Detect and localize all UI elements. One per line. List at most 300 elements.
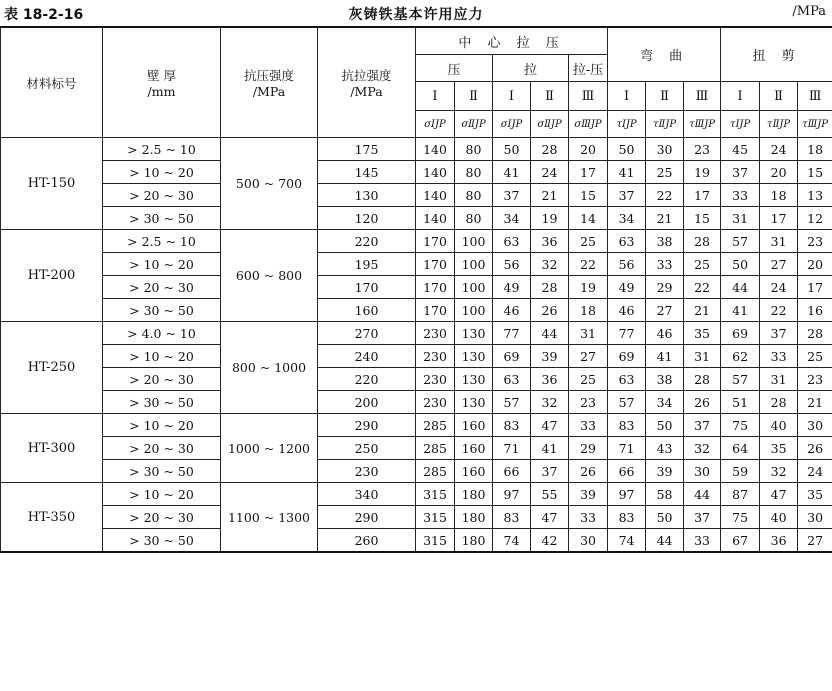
stress-cell: 22 bbox=[760, 299, 798, 322]
header-symbol-7: τⅢJP bbox=[684, 111, 721, 138]
stress-cell: 140 bbox=[416, 138, 455, 161]
wall-cell: > 20 ~ 30 bbox=[103, 276, 221, 299]
tensile-cell: 175 bbox=[318, 138, 416, 161]
stress-cell: 63 bbox=[493, 368, 531, 391]
compressive-cell: 500 ~ 700 bbox=[221, 138, 318, 230]
tensile-cell: 200 bbox=[318, 391, 416, 414]
stress-cell: 170 bbox=[416, 230, 455, 253]
stress-cell: 31 bbox=[569, 322, 608, 345]
stress-cell: 50 bbox=[608, 138, 646, 161]
stress-cell: 41 bbox=[493, 161, 531, 184]
stress-cell: 28 bbox=[531, 138, 569, 161]
stress-cell: 23 bbox=[569, 391, 608, 414]
stress-cell: 130 bbox=[455, 322, 493, 345]
stress-cell: 41 bbox=[721, 299, 760, 322]
title-row bbox=[0, 0, 832, 26]
stress-cell: 57 bbox=[493, 391, 531, 414]
stress-cell: 35 bbox=[760, 437, 798, 460]
tensile-cell: 220 bbox=[318, 368, 416, 391]
stress-cell: 15 bbox=[569, 184, 608, 207]
material-cell: HT-150 bbox=[1, 138, 103, 230]
compressive-cell: 1100 ~ 1300 bbox=[221, 483, 318, 553]
stress-cell: 71 bbox=[608, 437, 646, 460]
stress-cell: 37 bbox=[531, 460, 569, 483]
stress-cell: 37 bbox=[684, 414, 721, 437]
table-row bbox=[1, 368, 832, 391]
stress-cell: 38 bbox=[646, 230, 684, 253]
stress-cell: 21 bbox=[646, 207, 684, 230]
stress-cell: 74 bbox=[608, 529, 646, 553]
stress-cell: 35 bbox=[798, 483, 832, 506]
stress-cell: 77 bbox=[493, 322, 531, 345]
stress-cell: 32 bbox=[684, 437, 721, 460]
stress-cell: 87 bbox=[721, 483, 760, 506]
stress-cell: 17 bbox=[760, 207, 798, 230]
table-row bbox=[1, 207, 832, 230]
stress-cell: 27 bbox=[646, 299, 684, 322]
wall-cell: > 30 ~ 50 bbox=[103, 207, 221, 230]
header-bending: 弯 曲 bbox=[608, 27, 721, 82]
stress-cell: 45 bbox=[721, 138, 760, 161]
header-roman-7: Ⅲ bbox=[684, 82, 721, 111]
stress-cell: 15 bbox=[684, 207, 721, 230]
tensile-cell: 220 bbox=[318, 230, 416, 253]
header-roman-9: Ⅱ bbox=[760, 82, 798, 111]
stress-cell: 315 bbox=[416, 483, 455, 506]
stress-cell: 25 bbox=[798, 345, 832, 368]
header-roman-8: Ⅰ bbox=[721, 82, 760, 111]
tensile-cell: 250 bbox=[318, 437, 416, 460]
stress-cell: 14 bbox=[569, 207, 608, 230]
stress-cell: 12 bbox=[798, 207, 832, 230]
table-row bbox=[1, 322, 832, 345]
table-body bbox=[1, 138, 832, 553]
stress-cell: 47 bbox=[531, 414, 569, 437]
stress-cell: 35 bbox=[684, 322, 721, 345]
stress-cell: 77 bbox=[608, 322, 646, 345]
header-roman-5: Ⅰ bbox=[608, 82, 646, 111]
stress-cell: 97 bbox=[608, 483, 646, 506]
table-row bbox=[1, 184, 832, 207]
header-torsion: 扭 剪 bbox=[721, 27, 832, 82]
stress-cell: 57 bbox=[608, 391, 646, 414]
stress-cell: 44 bbox=[646, 529, 684, 553]
header-roman-10: Ⅲ bbox=[798, 82, 832, 111]
stress-cell: 32 bbox=[531, 253, 569, 276]
stress-cell: 33 bbox=[569, 506, 608, 529]
stress-cell: 34 bbox=[608, 207, 646, 230]
stress-cell: 28 bbox=[531, 276, 569, 299]
tensile-cell: 290 bbox=[318, 506, 416, 529]
stress-cell: 28 bbox=[684, 230, 721, 253]
header-roman-6: Ⅱ bbox=[646, 82, 684, 111]
stress-cell: 26 bbox=[684, 391, 721, 414]
stress-cell: 17 bbox=[798, 276, 832, 299]
stress-cell: 37 bbox=[684, 506, 721, 529]
material-cell: HT-300 bbox=[1, 414, 103, 483]
stress-cell: 50 bbox=[646, 506, 684, 529]
stress-cell: 23 bbox=[798, 368, 832, 391]
stress-cell: 28 bbox=[684, 368, 721, 391]
table-row bbox=[1, 299, 832, 322]
tensile-cell: 170 bbox=[318, 276, 416, 299]
compressive-cell: 800 ~ 1000 bbox=[221, 322, 318, 414]
stress-cell: 64 bbox=[721, 437, 760, 460]
stress-cell: 160 bbox=[455, 437, 493, 460]
stress-cell: 50 bbox=[493, 138, 531, 161]
stress-cell: 40 bbox=[760, 414, 798, 437]
stress-cell: 17 bbox=[684, 184, 721, 207]
stress-cell: 315 bbox=[416, 529, 455, 553]
table-row bbox=[1, 138, 832, 161]
stress-cell: 140 bbox=[416, 184, 455, 207]
stress-cell: 26 bbox=[798, 437, 832, 460]
compressive-cell: 600 ~ 800 bbox=[221, 230, 318, 322]
stress-cell: 47 bbox=[531, 506, 569, 529]
header-tensile: 抗拉强度 /MPa bbox=[318, 27, 416, 138]
stress-cell: 21 bbox=[531, 184, 569, 207]
table-row bbox=[1, 276, 832, 299]
header-symbol-8: τⅠJP bbox=[721, 111, 760, 138]
stress-cell: 19 bbox=[684, 161, 721, 184]
stress-cell: 30 bbox=[569, 529, 608, 553]
header-roman-0: Ⅰ bbox=[416, 82, 455, 111]
stress-cell: 69 bbox=[608, 345, 646, 368]
wall-cell: > 30 ~ 50 bbox=[103, 391, 221, 414]
table-row bbox=[1, 529, 832, 553]
stress-cell: 180 bbox=[455, 506, 493, 529]
stress-cell: 38 bbox=[646, 368, 684, 391]
header-material: 材料标号 bbox=[1, 27, 103, 138]
header-compressive: 抗压强度 /MPa bbox=[221, 27, 318, 138]
stress-cell: 28 bbox=[760, 391, 798, 414]
stress-cell: 29 bbox=[646, 276, 684, 299]
stress-cell: 46 bbox=[493, 299, 531, 322]
stress-cell: 24 bbox=[760, 138, 798, 161]
stress-cell: 80 bbox=[455, 138, 493, 161]
stress-cell: 33 bbox=[721, 184, 760, 207]
stress-cell: 18 bbox=[760, 184, 798, 207]
stress-cell: 31 bbox=[760, 230, 798, 253]
wall-cell: > 10 ~ 20 bbox=[103, 414, 221, 437]
stress-cell: 100 bbox=[455, 276, 493, 299]
stress-cell: 140 bbox=[416, 161, 455, 184]
stress-cell: 17 bbox=[569, 161, 608, 184]
stress-cell: 41 bbox=[608, 161, 646, 184]
allowable-stress-table bbox=[0, 26, 832, 553]
stress-cell: 36 bbox=[531, 230, 569, 253]
stress-cell: 83 bbox=[608, 506, 646, 529]
stress-cell: 33 bbox=[646, 253, 684, 276]
stress-cell: 37 bbox=[493, 184, 531, 207]
table-row bbox=[1, 483, 832, 506]
stress-cell: 39 bbox=[569, 483, 608, 506]
stress-cell: 26 bbox=[531, 299, 569, 322]
header-center-tension: 中 心 拉 压 bbox=[416, 27, 608, 55]
material-cell: HT-350 bbox=[1, 483, 103, 553]
stress-cell: 30 bbox=[684, 460, 721, 483]
stress-cell: 71 bbox=[493, 437, 531, 460]
stress-cell: 39 bbox=[646, 460, 684, 483]
stress-cell: 49 bbox=[608, 276, 646, 299]
stress-cell: 75 bbox=[721, 414, 760, 437]
wall-cell: > 2.5 ~ 10 bbox=[103, 230, 221, 253]
stress-cell: 26 bbox=[569, 460, 608, 483]
stress-cell: 285 bbox=[416, 460, 455, 483]
stress-cell: 80 bbox=[455, 161, 493, 184]
tensile-cell: 240 bbox=[318, 345, 416, 368]
stress-cell: 27 bbox=[798, 529, 832, 553]
stress-cell: 20 bbox=[569, 138, 608, 161]
table-unit: /MPa bbox=[792, 4, 826, 19]
stress-cell: 83 bbox=[493, 506, 531, 529]
wall-cell: > 20 ~ 30 bbox=[103, 506, 221, 529]
stress-cell: 20 bbox=[798, 253, 832, 276]
stress-cell: 43 bbox=[646, 437, 684, 460]
stress-cell: 33 bbox=[684, 529, 721, 553]
stress-cell: 33 bbox=[760, 345, 798, 368]
stress-cell: 58 bbox=[646, 483, 684, 506]
stress-cell: 25 bbox=[684, 253, 721, 276]
material-cell: HT-200 bbox=[1, 230, 103, 322]
stress-cell: 130 bbox=[455, 391, 493, 414]
tensile-cell: 290 bbox=[318, 414, 416, 437]
stress-cell: 160 bbox=[455, 414, 493, 437]
table-row bbox=[1, 345, 832, 368]
stress-cell: 230 bbox=[416, 391, 455, 414]
stress-cell: 33 bbox=[569, 414, 608, 437]
stress-cell: 31 bbox=[684, 345, 721, 368]
stress-cell: 31 bbox=[760, 368, 798, 391]
stress-cell: 19 bbox=[531, 207, 569, 230]
header-symbol-0: σⅠJP bbox=[416, 111, 455, 138]
header-symbol-3: σⅡJP bbox=[531, 111, 569, 138]
stress-cell: 130 bbox=[455, 368, 493, 391]
stress-cell: 56 bbox=[608, 253, 646, 276]
table-row bbox=[1, 437, 832, 460]
stress-cell: 63 bbox=[608, 230, 646, 253]
stress-cell: 23 bbox=[798, 230, 832, 253]
header-roman-2: Ⅰ bbox=[493, 82, 531, 111]
stress-cell: 230 bbox=[416, 322, 455, 345]
table-row bbox=[1, 460, 832, 483]
wall-cell: > 10 ~ 20 bbox=[103, 161, 221, 184]
stress-cell: 100 bbox=[455, 299, 493, 322]
stress-cell: 28 bbox=[798, 322, 832, 345]
stress-cell: 285 bbox=[416, 414, 455, 437]
stress-cell: 50 bbox=[721, 253, 760, 276]
stress-cell: 66 bbox=[493, 460, 531, 483]
stress-cell: 66 bbox=[608, 460, 646, 483]
stress-cell: 67 bbox=[721, 529, 760, 553]
stress-cell: 59 bbox=[721, 460, 760, 483]
stress-cell: 15 bbox=[798, 161, 832, 184]
stress-cell: 24 bbox=[798, 460, 832, 483]
stress-cell: 27 bbox=[569, 345, 608, 368]
stress-cell: 21 bbox=[798, 391, 832, 414]
stress-cell: 44 bbox=[721, 276, 760, 299]
stress-cell: 285 bbox=[416, 437, 455, 460]
stress-cell: 21 bbox=[684, 299, 721, 322]
stress-cell: 27 bbox=[760, 253, 798, 276]
stress-cell: 56 bbox=[493, 253, 531, 276]
stress-cell: 30 bbox=[798, 414, 832, 437]
stress-cell: 62 bbox=[721, 345, 760, 368]
stress-cell: 18 bbox=[798, 138, 832, 161]
stress-cell: 24 bbox=[760, 276, 798, 299]
wall-cell: > 20 ~ 30 bbox=[103, 368, 221, 391]
stress-cell: 44 bbox=[684, 483, 721, 506]
stress-cell: 100 bbox=[455, 230, 493, 253]
stress-cell: 34 bbox=[646, 391, 684, 414]
stress-cell: 180 bbox=[455, 529, 493, 553]
wall-cell: > 20 ~ 30 bbox=[103, 437, 221, 460]
wall-cell: > 10 ~ 20 bbox=[103, 483, 221, 506]
stress-cell: 55 bbox=[531, 483, 569, 506]
stress-cell: 83 bbox=[608, 414, 646, 437]
tensile-cell: 340 bbox=[318, 483, 416, 506]
stress-cell: 46 bbox=[646, 322, 684, 345]
stress-cell: 41 bbox=[531, 437, 569, 460]
stress-cell: 170 bbox=[416, 299, 455, 322]
stress-cell: 37 bbox=[760, 322, 798, 345]
header-roman-1: Ⅱ bbox=[455, 82, 493, 111]
header-press: 压 bbox=[416, 55, 493, 82]
header-wall: 壁 厚 /mm bbox=[103, 27, 221, 138]
stress-cell: 80 bbox=[455, 184, 493, 207]
table-title: 灰铸铁基本许用应力 bbox=[348, 7, 484, 23]
stress-cell: 18 bbox=[569, 299, 608, 322]
table-row bbox=[1, 391, 832, 414]
stress-cell: 57 bbox=[721, 230, 760, 253]
stress-cell: 19 bbox=[569, 276, 608, 299]
stress-cell: 50 bbox=[646, 414, 684, 437]
wall-cell: > 30 ~ 50 bbox=[103, 529, 221, 553]
stress-cell: 49 bbox=[493, 276, 531, 299]
stress-cell: 40 bbox=[760, 506, 798, 529]
table-row bbox=[1, 506, 832, 529]
stress-cell: 44 bbox=[531, 322, 569, 345]
compressive-cell: 1000 ~ 1200 bbox=[221, 414, 318, 483]
header-symbol-9: τⅡJP bbox=[760, 111, 798, 138]
stress-cell: 160 bbox=[455, 460, 493, 483]
table-row bbox=[1, 230, 832, 253]
stress-cell: 31 bbox=[721, 207, 760, 230]
tensile-cell: 260 bbox=[318, 529, 416, 553]
stress-cell: 69 bbox=[493, 345, 531, 368]
stress-cell: 25 bbox=[646, 161, 684, 184]
header-symbol-5: τⅠJP bbox=[608, 111, 646, 138]
stress-cell: 97 bbox=[493, 483, 531, 506]
stress-cell: 180 bbox=[455, 483, 493, 506]
stress-cell: 37 bbox=[608, 184, 646, 207]
stress-cell: 23 bbox=[684, 138, 721, 161]
stress-cell: 83 bbox=[493, 414, 531, 437]
stress-cell: 22 bbox=[684, 276, 721, 299]
stress-cell: 74 bbox=[493, 529, 531, 553]
wall-cell: > 20 ~ 30 bbox=[103, 184, 221, 207]
wall-cell: > 10 ~ 20 bbox=[103, 345, 221, 368]
wall-cell: > 2.5 ~ 10 bbox=[103, 138, 221, 161]
header-symbol-10: τⅢJP bbox=[798, 111, 832, 138]
stress-cell: 63 bbox=[493, 230, 531, 253]
stress-cell: 170 bbox=[416, 276, 455, 299]
header-symbol-6: τⅡJP bbox=[646, 111, 684, 138]
tensile-cell: 130 bbox=[318, 184, 416, 207]
stress-cell: 32 bbox=[531, 391, 569, 414]
stress-cell: 63 bbox=[608, 368, 646, 391]
wall-cell: > 10 ~ 20 bbox=[103, 253, 221, 276]
table-row bbox=[1, 161, 832, 184]
stress-cell: 315 bbox=[416, 506, 455, 529]
stress-cell: 22 bbox=[569, 253, 608, 276]
tensile-cell: 195 bbox=[318, 253, 416, 276]
stress-cell: 69 bbox=[721, 322, 760, 345]
stress-cell: 140 bbox=[416, 207, 455, 230]
table-row bbox=[1, 253, 832, 276]
stress-cell: 230 bbox=[416, 345, 455, 368]
stress-cell: 75 bbox=[721, 506, 760, 529]
header-symbol-2: σⅠJP bbox=[493, 111, 531, 138]
stress-cell: 51 bbox=[721, 391, 760, 414]
stress-cell: 30 bbox=[798, 506, 832, 529]
stress-cell: 25 bbox=[569, 368, 608, 391]
stress-cell: 13 bbox=[798, 184, 832, 207]
tensile-cell: 120 bbox=[318, 207, 416, 230]
wall-cell: > 30 ~ 50 bbox=[103, 299, 221, 322]
stress-cell: 100 bbox=[455, 253, 493, 276]
stress-cell: 25 bbox=[569, 230, 608, 253]
stress-cell: 230 bbox=[416, 368, 455, 391]
stress-cell: 41 bbox=[646, 345, 684, 368]
stress-cell: 36 bbox=[760, 529, 798, 553]
table-row bbox=[1, 414, 832, 437]
stress-cell: 36 bbox=[531, 368, 569, 391]
table-number: 表 18-2-16 bbox=[4, 7, 84, 23]
stress-cell: 34 bbox=[493, 207, 531, 230]
header-pull-press: 拉-压 bbox=[569, 55, 608, 82]
stress-cell: 130 bbox=[455, 345, 493, 368]
tensile-cell: 270 bbox=[318, 322, 416, 345]
header-roman-4: Ⅲ bbox=[569, 82, 608, 111]
stress-cell: 24 bbox=[531, 161, 569, 184]
stress-cell: 22 bbox=[646, 184, 684, 207]
header-roman-3: Ⅱ bbox=[531, 82, 569, 111]
stress-cell: 29 bbox=[569, 437, 608, 460]
header-pull: 拉 bbox=[493, 55, 569, 82]
wall-cell: > 4.0 ~ 10 bbox=[103, 322, 221, 345]
stress-cell: 30 bbox=[646, 138, 684, 161]
stress-cell: 170 bbox=[416, 253, 455, 276]
stress-cell: 57 bbox=[721, 368, 760, 391]
material-cell: HT-250 bbox=[1, 322, 103, 414]
header-symbol-1: σⅡJP bbox=[455, 111, 493, 138]
stress-cell: 37 bbox=[721, 161, 760, 184]
tensile-cell: 145 bbox=[318, 161, 416, 184]
stress-cell: 39 bbox=[531, 345, 569, 368]
stress-cell: 16 bbox=[798, 299, 832, 322]
stress-cell: 47 bbox=[760, 483, 798, 506]
stress-cell: 80 bbox=[455, 207, 493, 230]
stress-cell: 46 bbox=[608, 299, 646, 322]
tensile-cell: 230 bbox=[318, 460, 416, 483]
stress-cell: 32 bbox=[760, 460, 798, 483]
header-symbol-4: σⅢJP bbox=[569, 111, 608, 138]
tensile-cell: 160 bbox=[318, 299, 416, 322]
stress-cell: 20 bbox=[760, 161, 798, 184]
wall-cell: > 30 ~ 50 bbox=[103, 460, 221, 483]
stress-cell: 42 bbox=[531, 529, 569, 553]
